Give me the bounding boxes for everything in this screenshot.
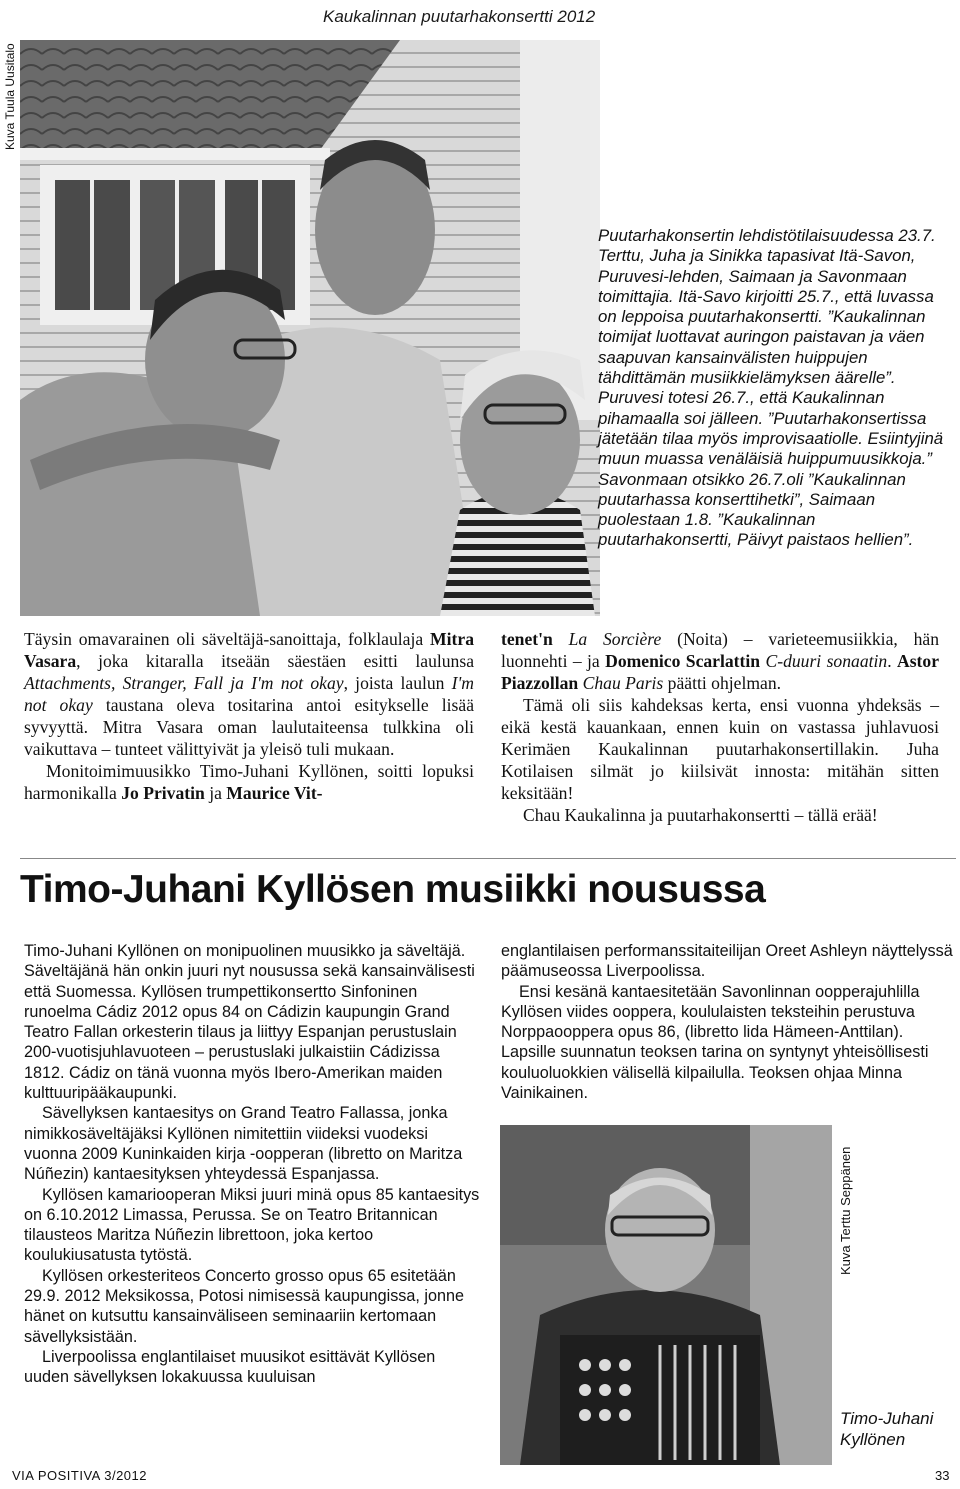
farewell-paragraph: Chau Kaukalinna ja puutarhakonsertti – tällä erää!	[523, 805, 878, 825]
group-photo	[20, 40, 600, 616]
kyllonen-encore-paragraph: Monitoimimuusikko Timo-Juhani Kyllönen, soitti lopuksi harmonikalla Jo Privatin ja Maurice Vit-	[24, 761, 474, 803]
article-paragraph: Kyllösen kamariooperan Miksi juuri minä opus 85 kantaesitys on 6.10.2012 Limassa, Perussa. Se on Teatro Britannican tilausteos Maritza Núñezin librettoon, joka kertoo koulukiusatusta tytöstä.	[24, 1185, 480, 1265]
photo-credit-bottom: Kuva Terttu Seppänen	[838, 1146, 853, 1275]
section-divider	[20, 858, 956, 859]
anniversary-paragraph: Tämä oli siis kahdeksas kerta, ensi vuonna yhdeksäs – eikä kestä kauankaan, ennen kuin on vastassa juhlavuosi Kerimäen Kaukalinnan puutarhakonsertillakin. Juha Kotilaisen silmät jo kiilsivät innosta: mitähän sitten keksitään!	[501, 695, 939, 803]
caption-line: Timo-Juhani	[840, 1409, 934, 1428]
photo-caption	[840, 1408, 933, 1450]
accordionist-illustration	[500, 1125, 832, 1465]
concert-report-column-1	[24, 628, 474, 804]
magazine-footer: VIA POSITIVA 3/2012	[12, 1468, 147, 1483]
group-photo-illustration	[20, 40, 600, 616]
program-paragraph: tenet'n La Sorcière (Noita) – varieteemusiikkia, hän luonnehti – ja Domenico Scarlattin C-duuri sonaatin. Astor Piazzollan Chau Paris päätti ohjelman.	[501, 629, 940, 693]
photo-credit-top: Kuva Tuula Uusitalo	[3, 43, 17, 150]
kyllonen-article-column-2	[501, 941, 953, 1103]
article-headline: Timo-Juhani Kyllösen musiikki nousussa	[20, 868, 766, 911]
article-paragraph: Ensi kesänä kantaesitetään Savonlinnan oopperajuhlilla Kyllösen viides ooppera, koululaisten teksteihin perustuva Norppaooppera opus 86, (libretto lida Hämeen-Anttilan). Lapsille suunnatun teoksen tarina on syntynyt yhteisöllisesti kouluoluokkien välisellä kilpailulla. Teoksen ohjaa Minna Vainikainen.	[501, 982, 929, 1103]
article-paragraph: Sävellyksen kantaesitys on Grand Teatro Fallassa, jonka nimikkosäveltäjäksi Kyllönen nimitettiin viideksi vuodeksi vuonna 2009 Kuninkaiden kirja -oopperan (libretto on Maritza Núñezin) kantaesityksen yhteydessä Espanjassa.	[24, 1104, 463, 1184]
article-paragraph: Liverpoolissa englantilaiset muusikot esittävät Kyllösen uuden sävellyksen lokakuussa kuuluisan	[24, 1347, 436, 1387]
article-paragraph: Kyllösen orkesteriteos Concerto grosso opus 65 esitetään 29.9. 2012 Meksikossa, Potosi nimisessä kaupungissa, jonne hänet on kutsuttu kansainväliseen seminaariin kertomaan sävellyksistään.	[24, 1266, 465, 1346]
article-paragraph: Timo-Juhani Kyllönen on monipuolinen muusikko ja säveltäjä. Säveltäjänä hän onkin juuri nyt nousussa sekä kansainvälisesti että Suomessa. Kyllösen trumpettikonsertto Sinfoninen runoelma Cádiz 2012 opus 84 on Cádizin kaupungin Grand Teatro Fallan orkesterin tilaus ja liittyy Espanjan perustuslain 200-vuotisjuhlavuoteen – perustuslaki julkaistiin Cádizissa 1812. Cádiz on tänä vuonna myös Ibero-Amerikan maiden kulttuuripääkaupunki.	[24, 942, 475, 1103]
mitra-vasara-paragraph: Täysin omavarainen oli säveltäjä-sanoittaja, folklaulaja Mitra Vasara, joka kitaralla itseään säestäen esitti laulunsa Attachments, Stranger, Fall ja I'm not okay, joista laulun I'm not okay taustana oleva tositarina antoi esitykselle lisää syvyyttä. Mitra Vasara oman laulutaiteensa tulkkina oli vaikuttava – tunteet välittyivät ja yleisö tuli mukaan.	[24, 629, 475, 759]
kyllonen-article-column-1	[24, 941, 484, 1388]
press-coverage-text: Puutarhakonsertin lehdistötilaisuudessa 23.7. Terttu, Juha ja Sinikka tapasivat Itä-Savon, Puruvesi-lehden, Saimaan ja Savonmaan toimittajia. Itä-Savo kirjoitti 25.7., että luvassa on leppoisa puutarhakonsertti. ”Kaukalinnan toimijat luottavat auringon paistavan ja väen saapuvan kansainvälisten huippujen tähdittämän musiikkielämyksen äärelle”. Puruvesi totesi 26.7., että Kaukalinnan pihamaalla soi jälleen. ”Puutarhakonsertissa jätetään tilaa myös improvisaatiolle. Esiintyjinä muun muassa venäläisiä huippumuusikkoja.” Savonmaan otsikko 26.7.oli ”Kaukalinnan puutarhassa konserttihetki”, Saimaan puolestaan 1.8. ”Kaukalinnan puutarhakonsertti, Päivyt paistaos hellien”.	[598, 226, 944, 550]
concert-report-column-2	[501, 628, 939, 826]
page-number: 33	[935, 1468, 950, 1483]
article-paragraph: englantilaisen performanssitaiteilijan Oreet Ashleyn näyttelyssä päämuseossa Liverpoolissa.	[501, 942, 953, 981]
running-header: Kaukalinnan puutarhakonsertti 2012	[323, 7, 596, 26]
caption-line: Kyllönen	[840, 1430, 906, 1449]
accordionist-photo	[500, 1125, 832, 1465]
